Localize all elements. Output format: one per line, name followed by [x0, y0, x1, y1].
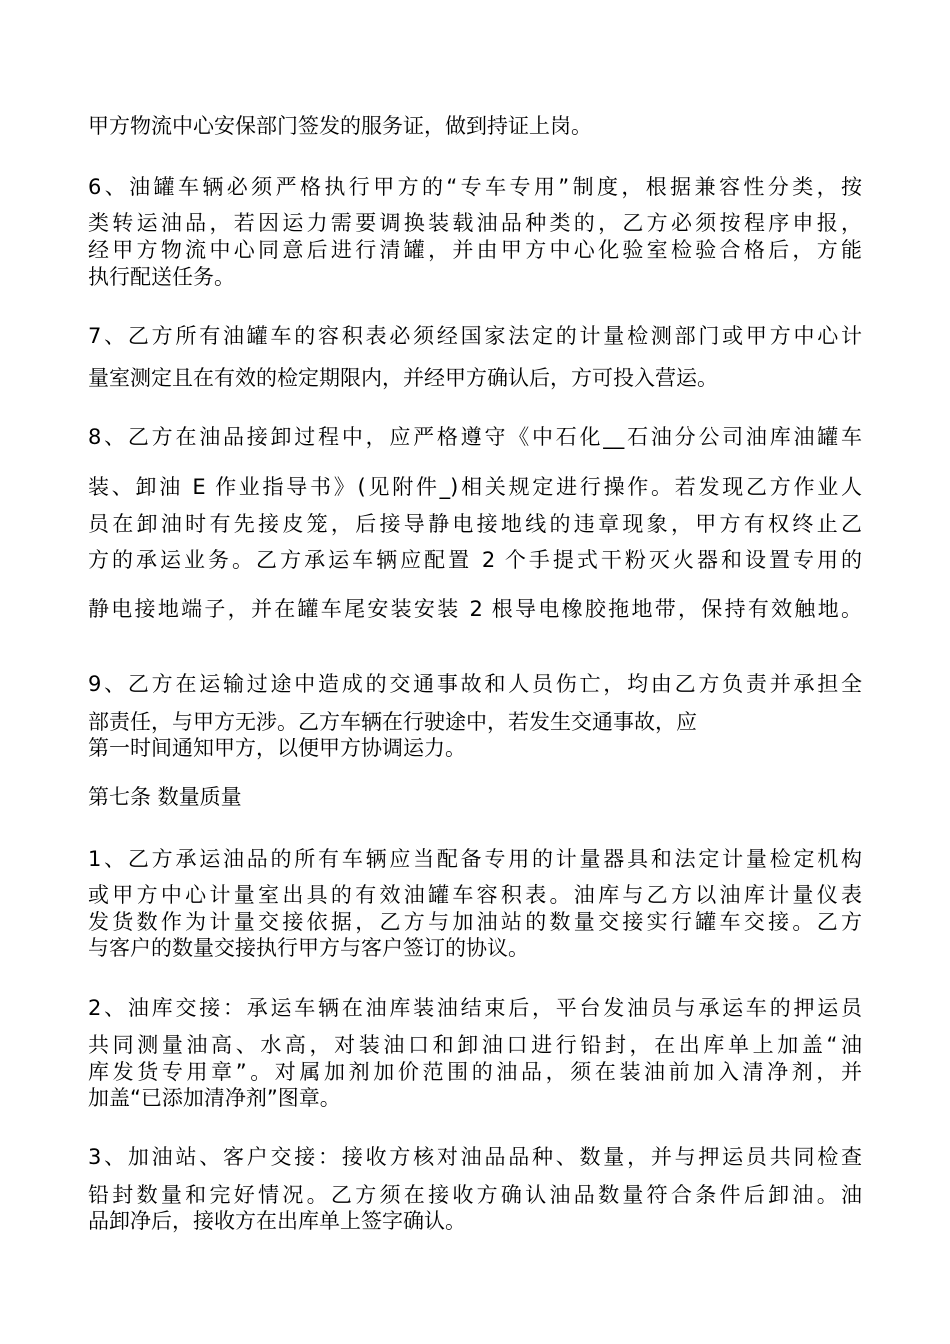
text-line: 执行配送任务。 [88, 265, 235, 289]
text-line: 经甲方物流中心同意后进行清罐，并由甲方中心化验室检验合格后，方能 [88, 238, 862, 262]
text-line: 发货数作为计量交接依据，乙方与加油站的数量交接实行罐车交接。乙方 [88, 910, 862, 934]
text-line: 库发货专用章”。对属加剂加价范围的油品，须在装油前加入清净剂，并 [88, 1060, 862, 1084]
text-line: 3、加油站、客户交接：接收方核对油品品种、数量，并与押运员共同检查 [88, 1145, 862, 1169]
text-line: 甲方物流中心安保部门签发的服务证，做到持证上岗。 [88, 114, 592, 138]
text-line: 品卸净后，接收方在出库单上签字确认。 [88, 1209, 466, 1233]
text-line: 7、乙方所有油罐车的容积表必须经国家法定的计量检测部门或甲方中心计 [88, 324, 862, 348]
text-line: 1、乙方承运油品的所有车辆应当配备专用的计量器具和法定计量检定机构 [88, 847, 862, 871]
text-line: 方的承运业务。乙方承运车辆应配置 2 个手提式干粉灭火器和设置专用的 [88, 548, 862, 572]
text-line: 铅封数量和完好情况。乙方须在接收方确认油品数量符合条件后卸油。油 [88, 1183, 862, 1207]
text-line: 或甲方中心计量室出具的有效油罐车容积表。油库与乙方以油库计量仪表 [88, 883, 862, 907]
text-line: 员在卸油时有先接皮笼，后接导静电接地线的违章现象，甲方有权终止乙 [88, 512, 862, 536]
text-line: 加盖“已添加清净剂”图章。 [88, 1086, 341, 1110]
text-line: 共同测量油高、水高，对装油口和卸油口进行铅封，在出库单上加盖“油 [88, 1033, 862, 1057]
text-line: 9、乙方在运输过途中造成的交通事故和人员伤亡，均由乙方负责并承担全 [88, 672, 862, 696]
text-line: 第一时间通知甲方，以便甲方协调运力。 [88, 736, 466, 760]
text-line: 静电接地端子，并在罐车尾安装安装 2 根导电橡胶拖地带，保持有效触地。 [88, 597, 862, 621]
text-line: 2、油库交接：承运车辆在油库装油结束后，平台发油员与承运车的押运员 [88, 996, 862, 1020]
text-line: 量室测定且在有效的检定期限内，并经甲方确认后，方可投入营运。 [88, 366, 718, 390]
text-line: 8、乙方在油品接卸过程中，应严格遵守《中石化__石油分公司油库油罐车 [88, 425, 862, 449]
article-heading: 第七条 数量质量 [88, 785, 242, 809]
text-line: 装、卸油 E 作业指导书》(见附件_)相关规定进行操作。若发现乙方作业人 [88, 475, 862, 499]
text-line: 类转运油品，若因运力需要调换装载油品种类的，乙方必须按程序申报， [88, 211, 862, 235]
text-line: 部责任，与甲方无涉。乙方车辆在行驶途中，若发生交通事故，应 [88, 710, 697, 734]
text-line: 与客户的数量交接执行甲方与客户签订的协议。 [88, 936, 529, 960]
text-line: 6、油罐车辆必须严格执行甲方的“专车专用”制度，根据兼容性分类，按 [88, 175, 862, 199]
